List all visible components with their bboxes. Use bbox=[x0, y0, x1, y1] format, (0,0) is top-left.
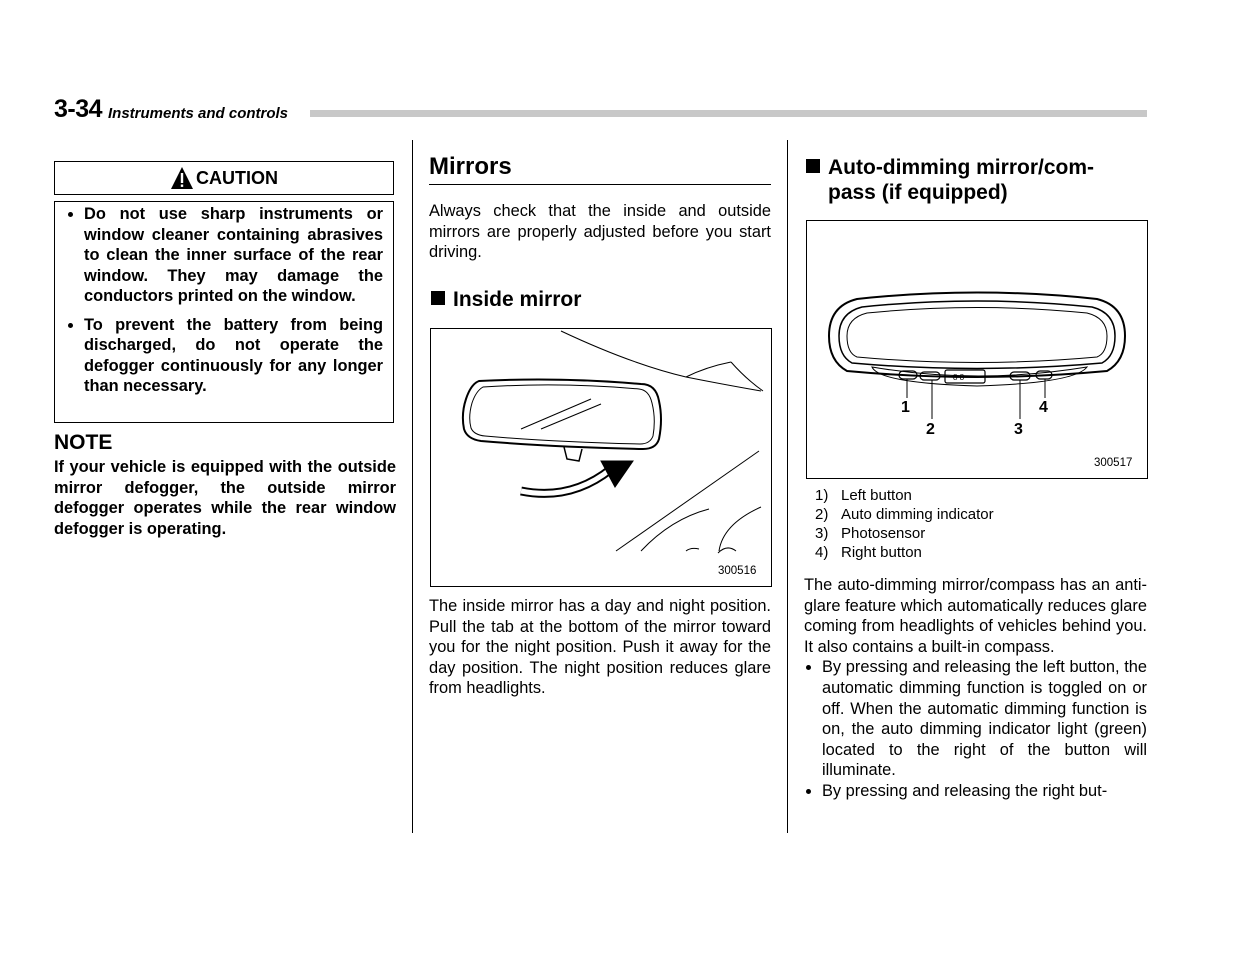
mirrors-heading: Mirrors bbox=[429, 153, 512, 180]
auto-dimming-title-line2: pass (if equipped) bbox=[828, 181, 1008, 204]
section-title: Instruments and controls bbox=[108, 105, 289, 122]
auto-dimming-bullet: By pressing and releasing the right but- bbox=[804, 781, 1147, 802]
auto-dimming-heading bbox=[806, 155, 1136, 205]
legend-item: 1) Left button bbox=[815, 487, 912, 504]
note-title: NOTE bbox=[54, 431, 113, 454]
mirrors-intro: Always check that the inside and outside mirrors are properly adjusted before you start driving. bbox=[429, 202, 771, 262]
figure-legend bbox=[815, 486, 994, 562]
auto-dimming-bullet: By pressing and releasing the left button, the automatic dimming function is toggled on or off. When the automatic dimming function is on, the auto dimming indicator light (green) located to the right of the button will illuminate. bbox=[804, 657, 1147, 781]
callout-2: 2 bbox=[926, 421, 935, 438]
inside-mirror-illustration bbox=[431, 329, 771, 586]
inside-mirror-title: Inside mirror bbox=[453, 288, 582, 311]
callout-3: 3 bbox=[1014, 421, 1023, 438]
auto-dimming-title-line1: Auto-dimming mirror/com- bbox=[828, 156, 1094, 179]
caution-header bbox=[54, 161, 394, 195]
caution-item: To prevent the battery from being discharged, do not operate the defogger continuously for any longer than necessary. bbox=[67, 315, 383, 397]
page-number: 3-34 bbox=[54, 95, 103, 123]
callout-4: 4 bbox=[1039, 399, 1048, 416]
column-divider-1 bbox=[412, 140, 413, 833]
column-divider-2 bbox=[787, 140, 788, 833]
warning-triangle-icon bbox=[170, 166, 194, 190]
header-bar bbox=[310, 110, 1147, 117]
inside-mirror-figure bbox=[430, 328, 772, 587]
legend-item: 4) Right button bbox=[815, 544, 922, 561]
auto-dimming-intro: The auto-dimming mirror/compass has an anti-glare feature which automatically reduces glare coming from headlights of vehicles behind you. It also contains a built-in compass. bbox=[804, 576, 1147, 656]
caution-item: Do not use sharp instruments or window cleaner containing abrasives to clean the inner surface of the rear window. They may damage the conductors printed on the window. bbox=[67, 204, 383, 307]
auto-dimming-text bbox=[804, 575, 1147, 802]
square-bullet-icon bbox=[431, 291, 445, 305]
svg-text:8 8: 8 8 bbox=[953, 373, 965, 382]
heading-rule bbox=[429, 184, 771, 185]
callout-1: 1 bbox=[901, 399, 910, 416]
inside-mirror-text: The inside mirror has a day and night position. Pull the tab at the bottom of the mirror toward you for the night position. Push it away for the day position. The night position reduces glare from headlights. bbox=[429, 597, 771, 698]
legend-item: 2) Auto dimming indicator bbox=[815, 506, 994, 523]
auto-dimming-figure bbox=[806, 220, 1148, 479]
legend-item: 3) Photosensor bbox=[815, 525, 926, 542]
note-text: If your vehicle is equipped with the outside mirror defogger, the outside mirror defogger operates while the rear window defogger is operating. bbox=[54, 458, 396, 538]
square-bullet-icon bbox=[806, 159, 820, 173]
caution-box bbox=[54, 201, 394, 423]
figure-code: 300517 bbox=[1094, 457, 1133, 469]
auto-dimming-mirror-illustration bbox=[807, 221, 1147, 478]
figure-code: 300516 bbox=[718, 565, 757, 577]
inside-mirror-heading bbox=[431, 288, 581, 312]
caution-label: CAUTION bbox=[196, 167, 278, 188]
